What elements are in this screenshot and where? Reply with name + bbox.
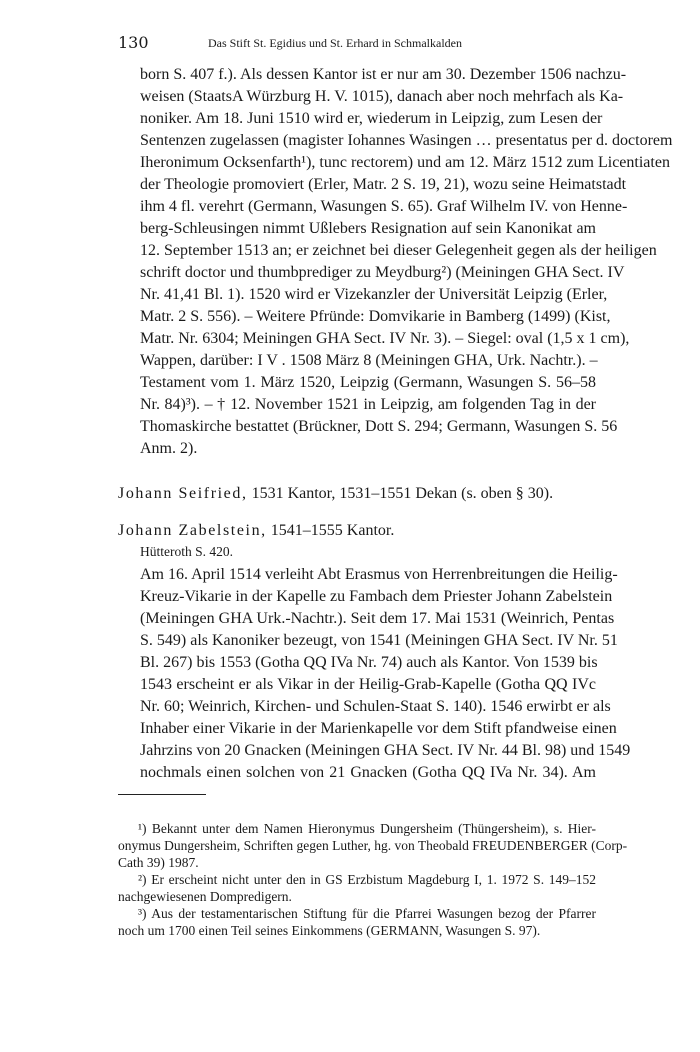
footnote-line: ²) Er erscheint nicht unter den in GS Erzbistum Magdeburg I, 1. 1972 S. 149–152 — [138, 872, 596, 887]
text-line: Testament vom 1. März 1520, Leipzig (Germann, Wasungen S. 56–58 — [140, 374, 596, 391]
text-line: Bl. 267) bis 1553 (Gotha QQ IVa Nr. 74) auch als Kantor. Von 1539 bis — [140, 654, 598, 671]
entry-seifried — [118, 483, 596, 505]
text-line: noniker. Am 18. Juni 1510 wird er, wiederum in Leipzig, zum Lesen der — [140, 110, 603, 127]
text-line: 1543 erscheint er als Vikar in der Heilig-Grab-Kapelle (Gotha QQ IVc — [140, 676, 596, 693]
text-line: Thomaskirche bestattet (Brückner, Dott S. 294; Germann, Wasungen S. 56 — [140, 418, 618, 435]
footnote-line: ¹) Bekannt unter dem Namen Hieronymus Dungersheim (Thüngersheim), s. Hier- — [138, 821, 596, 836]
text-line: Sentenzen zugelassen (magister Iohannes Wasingen … presentatus per d. doctorem — [140, 132, 673, 149]
footnote-line: Cath 39) 1987. — [118, 855, 199, 870]
text-line: S. 549) als Kanoniker bezeugt, von 1541 (Meiningen GHA Sect. IV Nr. 51 — [140, 632, 618, 649]
text-line: der Theologie promoviert (Erler, Matr. 2 S. 19, 21), wozu seine Heimatstadt — [140, 176, 627, 193]
text-line: schrift doctor und thumbprediger zu Meydburg²) (Meiningen GHA Sect. IV — [140, 264, 625, 281]
text-line: Kreuz-Vikarie in der Kapelle zu Fambach dem Priester Johann Zabelstein — [140, 588, 613, 605]
text-line: nochmals einen solchen von 21 Gnacken (Gotha QQ IVa Nr. 34). Am — [140, 764, 596, 781]
paragraph-zabelstein — [140, 564, 631, 784]
text-line: Matr. 2 S. 556). – Weitere Pfründe: Domvikarie in Bamberg (1499) (Kist, — [140, 308, 611, 325]
text-line: born S. 407 f.). Als dessen Kantor ist er nur am 30. Dezember 1506 nachzu- — [140, 66, 627, 83]
footnote-rule — [118, 794, 206, 795]
running-title: Das Stift St. Egidius und St. Erhard in Schmalkalden — [208, 36, 462, 50]
page-number: 130 — [118, 33, 149, 52]
text-line: Nr. 41,41 Bl. 1). 1520 wird er Vizekanzler der Universität Leipzig (Erler, — [140, 286, 608, 303]
footnote-line: nachgewiesenen Dompredigern. — [118, 889, 292, 904]
paragraph-continuation — [140, 64, 673, 460]
text-line: Inhaber einer Vikarie in der Marienkapelle vor dem Stift pfandweise einen — [140, 720, 617, 737]
text-line: Am 16. April 1514 verleiht Abt Erasmus von Herrenbreitungen die Heilig- — [140, 566, 618, 583]
person-name: Johann Seifried, — [118, 485, 248, 502]
footnote-line: noch um 1700 einen Teil seines Einkommens (GERMANN, Wasungen S. 97). — [118, 923, 541, 938]
text-line: Nr. 60; Weinrich, Kirchen- und Schulen-Staat S. 140). 1546 erwirbt er als — [140, 698, 611, 715]
reference-line: Hütteroth S. 420. — [140, 544, 233, 559]
text-line: Jahrzins von 20 Gnacken (Meiningen GHA Sect. IV Nr. 44 Bl. 98) und 1549 — [140, 742, 631, 759]
text-line: Anm. 2). — [140, 440, 198, 457]
text-line: 12. September 1513 an; er zeichnet bei dieser Gelegenheit gegen als der heiligen — [140, 242, 657, 259]
text-line: berg-Schleusingen nimmt Ußlebers Resignation auf sein Kanonikat am — [140, 220, 596, 237]
footnote-line: ³) Aus der testamentarischen Stiftung für die Pfarrei Wasungen bezog der Pfarrer — [138, 906, 596, 921]
text-line: (Meiningen GHA Urk.-Nachtr.). Seit dem 17. Mai 1531 (Weinrich, Pentas — [140, 610, 615, 627]
text-line: Matr. Nr. 6304; Meiningen GHA Sect. IV Nr. 3). – Siegel: oval (1,5 x 1 cm), — [140, 330, 630, 347]
entry-text: 1541–1555 Kantor. — [266, 522, 395, 539]
text-line: Wappen, darüber: I V . 1508 März 8 (Meiningen GHA, Urk. Nachtr.). – — [140, 352, 598, 369]
text-line: ihm 4 fl. verehrt (Germann, Wasungen S. 65). Graf Wilhelm IV. von Henne- — [140, 198, 628, 215]
page-header — [118, 33, 582, 53]
footnote-line: onymus Dungersheim, Schriften gegen Luther, hg. von Theobald FREUDENBERGER (Corp- — [118, 838, 628, 853]
person-name: Johann Zabelstein, — [118, 522, 267, 539]
footnotes — [118, 820, 628, 939]
entry-zabelstein — [118, 520, 596, 542]
entry-text: 1531 Kantor, 1531–1551 Dekan (s. oben § 30). — [247, 485, 554, 502]
text-line: Nr. 84)³). – † 12. November 1521 in Leipzig, am folgenden Tag in der — [140, 396, 596, 413]
text-line: Iheronimum Ocksenfarth¹), tunc rectorem) und am 12. März 1512 zum Licentiaten — [140, 154, 670, 171]
text-line: weisen (StaatsA Würzburg H. V. 1015), danach aber noch mehrfach als Ka- — [140, 88, 624, 105]
